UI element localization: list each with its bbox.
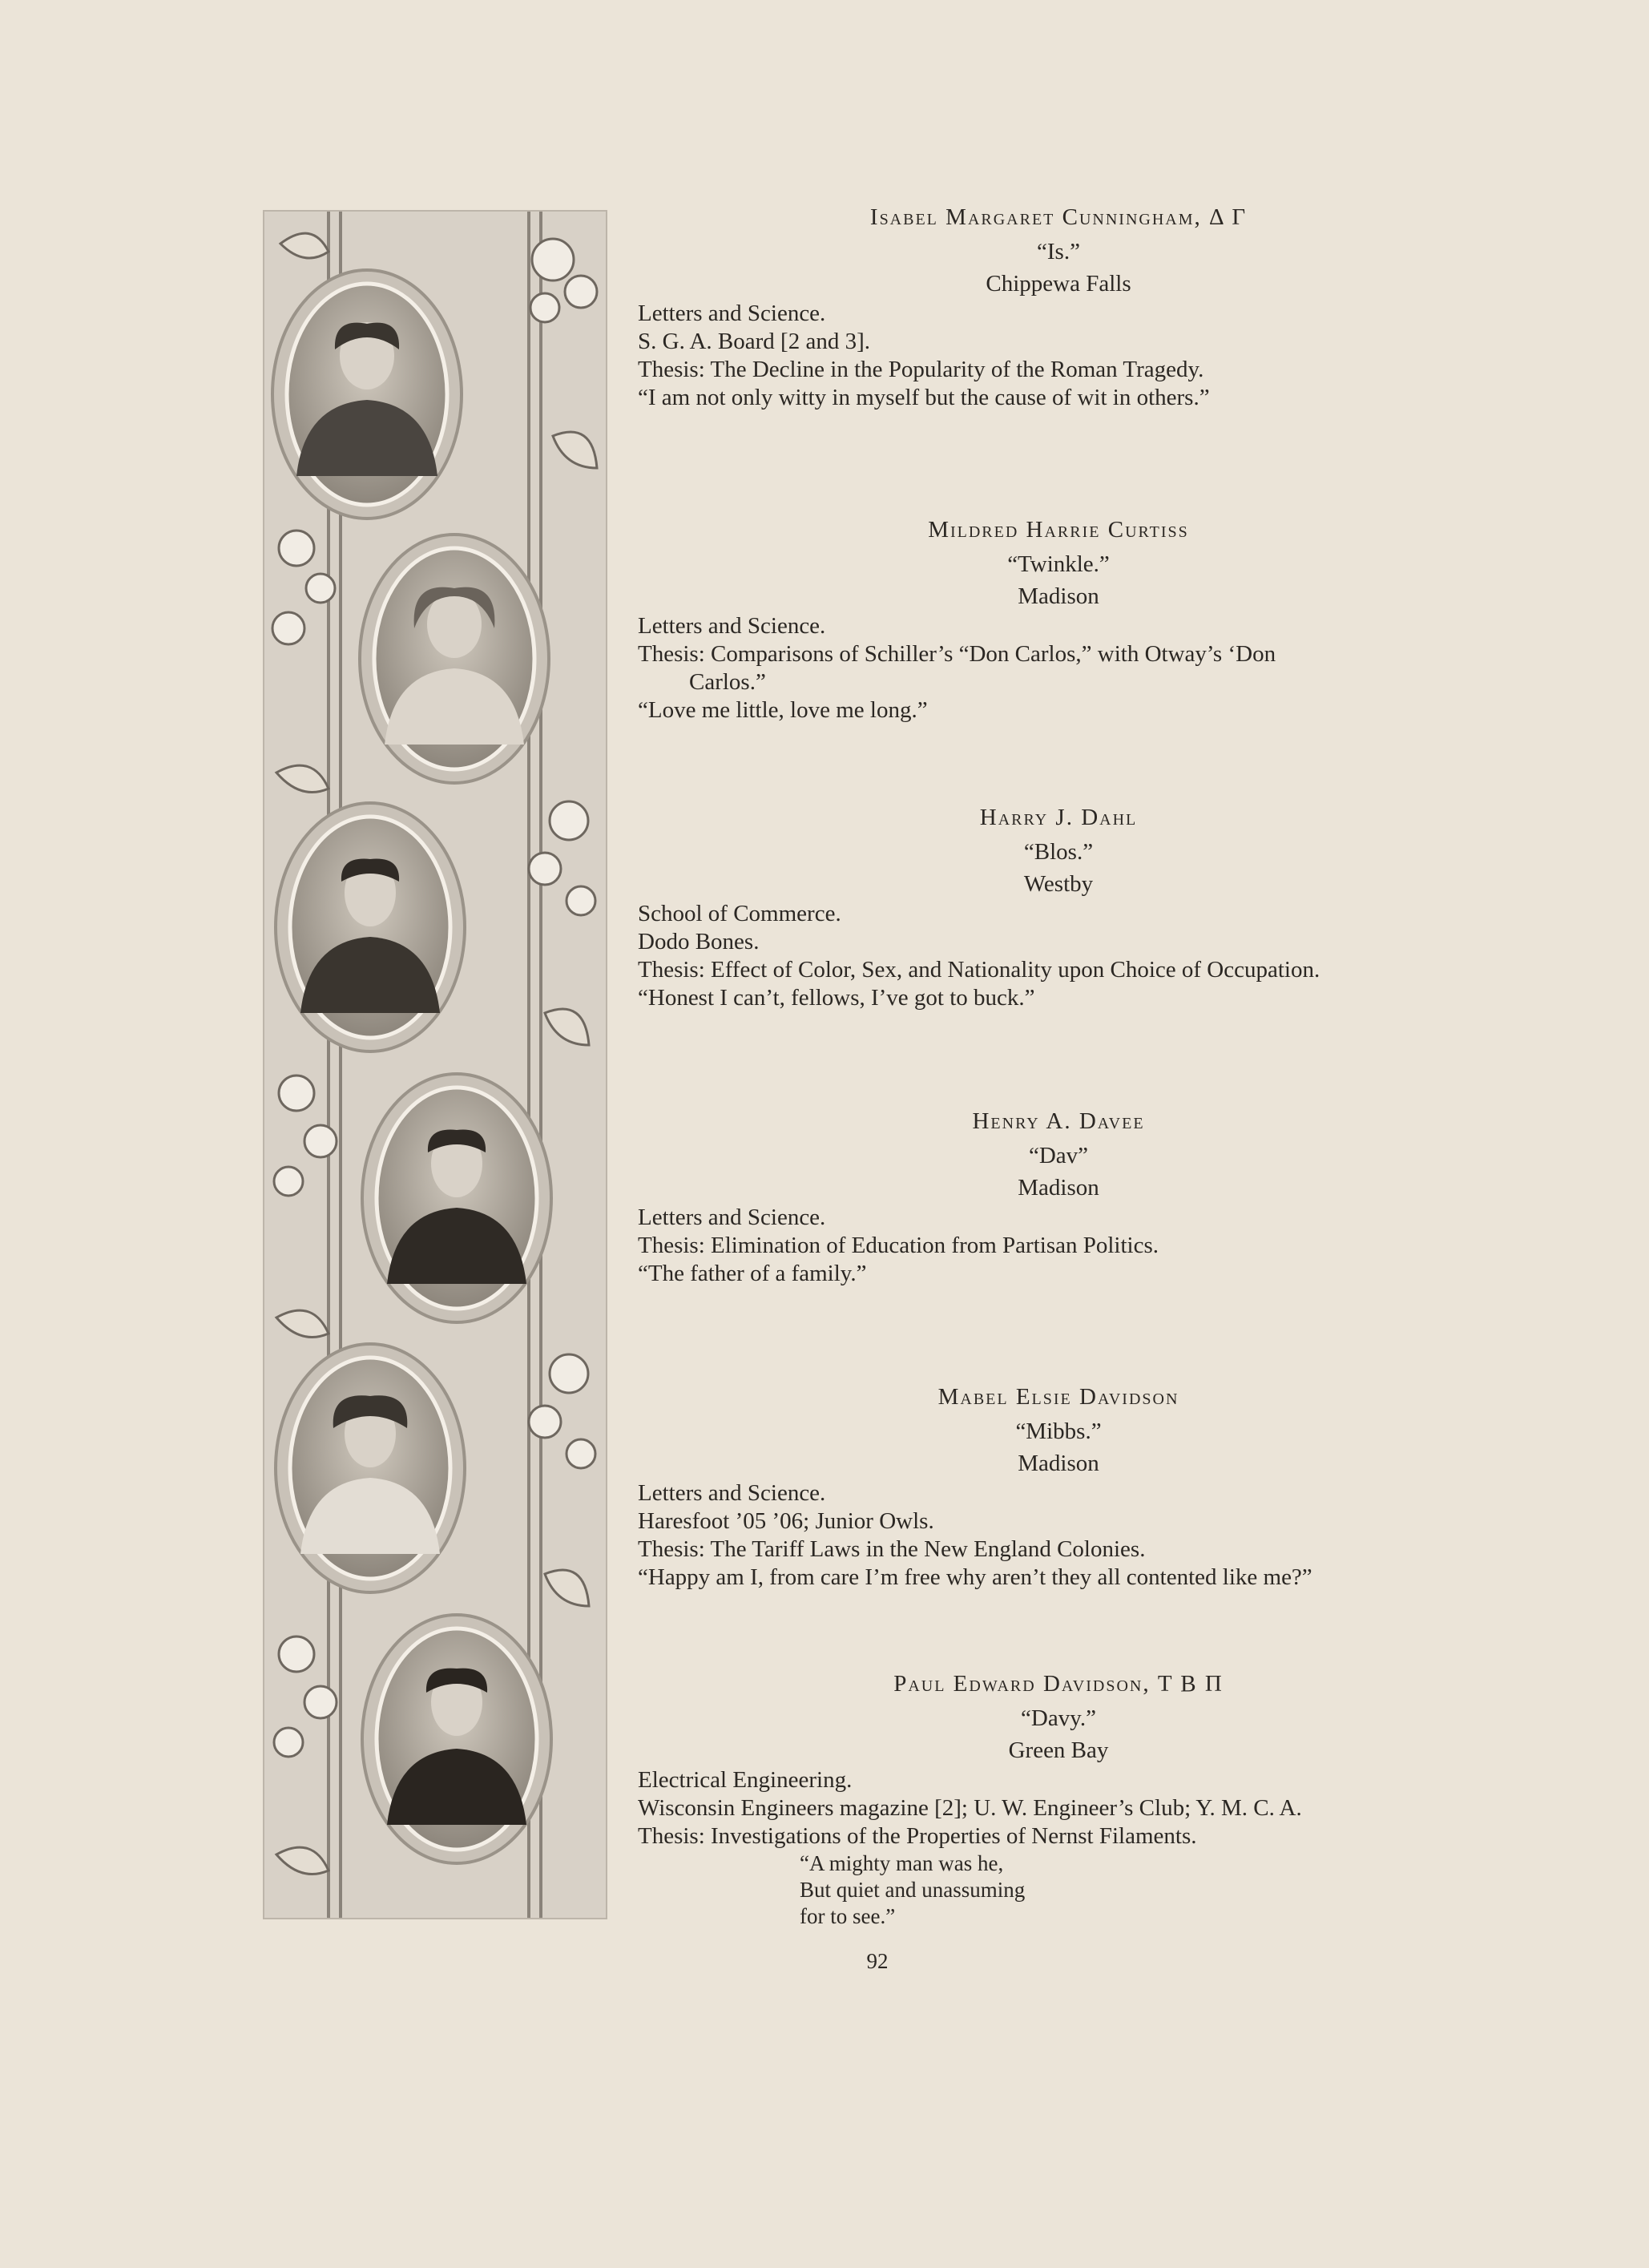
biography-entry [638, 802, 1479, 1012]
biography-entry [638, 1106, 1479, 1288]
entry-line: “I am not only witty in myself but the cause of wit in others.” [638, 385, 1210, 410]
entry-line: School of Commerce. [638, 901, 841, 926]
entry-line: Wisconsin Engineers magazine [2]; U. W. Engineer’s Club; Y. M. C. A. [638, 1795, 1302, 1821]
student-name: Henry A. Davee [972, 1108, 1145, 1134]
page-number: 92 [866, 1949, 889, 1973]
entry-line: Electrical Engineering. [638, 1767, 853, 1793]
nickname: “Blos.” [1023, 839, 1094, 865]
student-name: Paul Edward Davidson, Τ Β Π [893, 1671, 1224, 1697]
nickname: “Twinkle.” [1007, 551, 1110, 577]
entry-line: “The father of a family.” [638, 1261, 867, 1286]
student-name: Mabel Elsie Davidson [937, 1384, 1179, 1410]
poem-line: for to see.” [800, 1904, 896, 1928]
entry-line: Carlos.” [689, 669, 766, 695]
portrait-oval-1 [272, 270, 462, 519]
entry-line: “Happy am I, from care I’m free why aren’t they all contented like me?” [638, 1564, 1312, 1590]
hometown: Green Bay [1008, 1737, 1109, 1763]
entry-line: S. G. A. Board [2 and 3]. [638, 329, 870, 354]
biography-entry [638, 515, 1479, 724]
nickname: “Dav” [1028, 1143, 1089, 1168]
entry-line: Letters and Science. [638, 1480, 826, 1506]
entry-line: Letters and Science. [638, 1205, 826, 1230]
entry-line: Thesis: Effect of Color, Sex, and Nationality upon Choice of Occupation. [638, 957, 1320, 983]
entry-line: Thesis: The Tariff Laws in the New England Colonies. [638, 1536, 1146, 1562]
poem-line: But quiet and unassuming [800, 1878, 1026, 1902]
hometown: Westby [1023, 871, 1094, 897]
hometown: Madison [1018, 1175, 1099, 1201]
entry-line: Letters and Science. [638, 613, 826, 639]
nickname: “Mibbs.” [1015, 1419, 1102, 1444]
portrait-oval-4 [362, 1074, 551, 1322]
student-name: Isabel Margaret Cunningham, Δ Γ [869, 204, 1248, 230]
entry-line: “Honest I can’t, fellows, I’ve got to buck.” [638, 985, 1035, 1011]
biography-entry [638, 202, 1479, 412]
portrait-oval-2 [360, 535, 549, 783]
student-name: Mildred Harrie Curtiss [928, 517, 1189, 543]
entry-line: “Love me little, love me long.” [638, 697, 928, 723]
biography-entry [638, 1382, 1479, 1592]
nickname: “Is.” [1037, 239, 1080, 264]
biography-entry [638, 1669, 1479, 1930]
entry-line: Thesis: The Decline in the Popularity of the Roman Tragedy. [638, 357, 1204, 382]
entry-line: Dodo Bones. [638, 929, 760, 954]
entry-line: Letters and Science. [638, 301, 826, 326]
portrait-oval-6 [362, 1615, 551, 1863]
hometown: Madison [1018, 1451, 1099, 1476]
hometown: Madison [1018, 583, 1099, 609]
nickname: “Davy.” [1021, 1705, 1096, 1731]
floral-ornament-illustration [264, 212, 607, 1919]
entry-line: Thesis: Investigations of the Properties of Nernst Filaments. [638, 1823, 1197, 1849]
student-name: Harry J. Dahl [979, 805, 1138, 830]
portrait-oval-3 [276, 803, 465, 1051]
entry-line: Thesis: Elimination of Education from Partisan Politics. [638, 1233, 1159, 1258]
entry-line: Thesis: Comparisons of Schiller’s “Don Carlos,” with Otway’s ‘Don [638, 641, 1276, 667]
portrait-border-panel [263, 210, 607, 1919]
poem-line: “A mighty man was he, [800, 1851, 1004, 1875]
portrait-oval-5 [276, 1344, 465, 1592]
hometown: Chippewa Falls [986, 271, 1131, 297]
entry-line: Haresfoot ’05 ’06; Junior Owls. [638, 1508, 934, 1534]
